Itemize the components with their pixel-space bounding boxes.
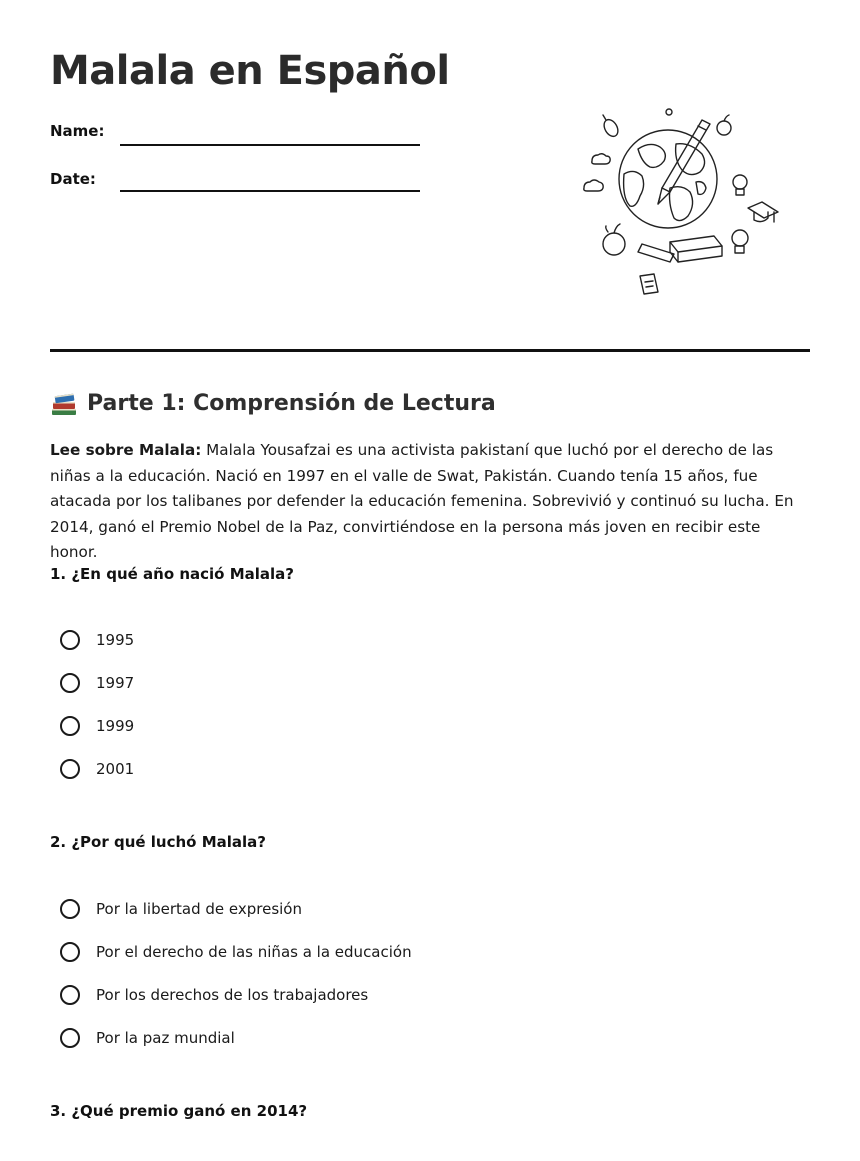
question-2: 2. ¿Por qué luchó Malala? bbox=[50, 833, 266, 851]
option-label: 1995 bbox=[96, 631, 135, 649]
option-q1-c[interactable] bbox=[60, 713, 134, 739]
question-1: 1. ¿En qué año nació Malala? bbox=[50, 565, 294, 583]
passage-lead: Lee sobre Malala: bbox=[50, 441, 202, 459]
option-label: 1997 bbox=[96, 674, 135, 692]
page-title: Malala en Español bbox=[50, 48, 450, 94]
section-divider bbox=[50, 349, 810, 352]
option-q2-a[interactable] bbox=[60, 896, 302, 922]
option-label: Por el derecho de las niñas a la educación bbox=[96, 943, 412, 961]
option-label: 1999 bbox=[96, 717, 135, 735]
option-q1-a[interactable] bbox=[60, 627, 134, 653]
radio-button[interactable] bbox=[60, 716, 80, 736]
option-label: Por la libertad de expresión bbox=[96, 900, 302, 918]
reading-passage bbox=[50, 438, 810, 566]
section-heading-text: Parte 1: Comprensión de Lectura bbox=[87, 390, 496, 416]
radio-button[interactable] bbox=[60, 673, 80, 693]
date-label: Date: bbox=[50, 170, 96, 188]
option-q1-b[interactable] bbox=[60, 670, 134, 696]
radio-button[interactable] bbox=[60, 630, 80, 650]
radio-button[interactable] bbox=[60, 985, 80, 1005]
option-label: Por los derechos de los trabajadores bbox=[96, 986, 369, 1004]
option-q2-b[interactable] bbox=[60, 939, 412, 965]
option-q2-d[interactable] bbox=[60, 1025, 235, 1051]
radio-button[interactable] bbox=[60, 899, 80, 919]
globe-education-doodle-icon bbox=[578, 104, 783, 300]
name-field[interactable] bbox=[120, 144, 420, 146]
books-icon bbox=[50, 389, 78, 417]
radio-button[interactable] bbox=[60, 759, 80, 779]
option-q2-c[interactable] bbox=[60, 982, 368, 1008]
option-label: 2001 bbox=[96, 760, 135, 778]
option-label: Por la paz mundial bbox=[96, 1029, 235, 1047]
name-label: Name: bbox=[50, 122, 105, 140]
passage-text: Malala Yousafzai es una activista pakistaní que luchó por el derecho de las niñas a la educación. Nació en 1997 en el valle de Swat, Pakistán. Cuando tenía 15 años, fue atacada por los talibanes por defender la educación femenina. Sobrevivió y continuó su lucha. En 2014, ganó el Premio Nobel de la Paz, convirtiéndose en la persona más joven en recibir este honor. bbox=[50, 441, 794, 561]
option-q1-d[interactable] bbox=[60, 756, 134, 782]
radio-button[interactable] bbox=[60, 942, 80, 962]
radio-button[interactable] bbox=[60, 1028, 80, 1048]
question-3: 3. ¿Qué premio ganó en 2014? bbox=[50, 1102, 308, 1120]
section-heading bbox=[50, 389, 496, 417]
date-field[interactable] bbox=[120, 190, 420, 192]
